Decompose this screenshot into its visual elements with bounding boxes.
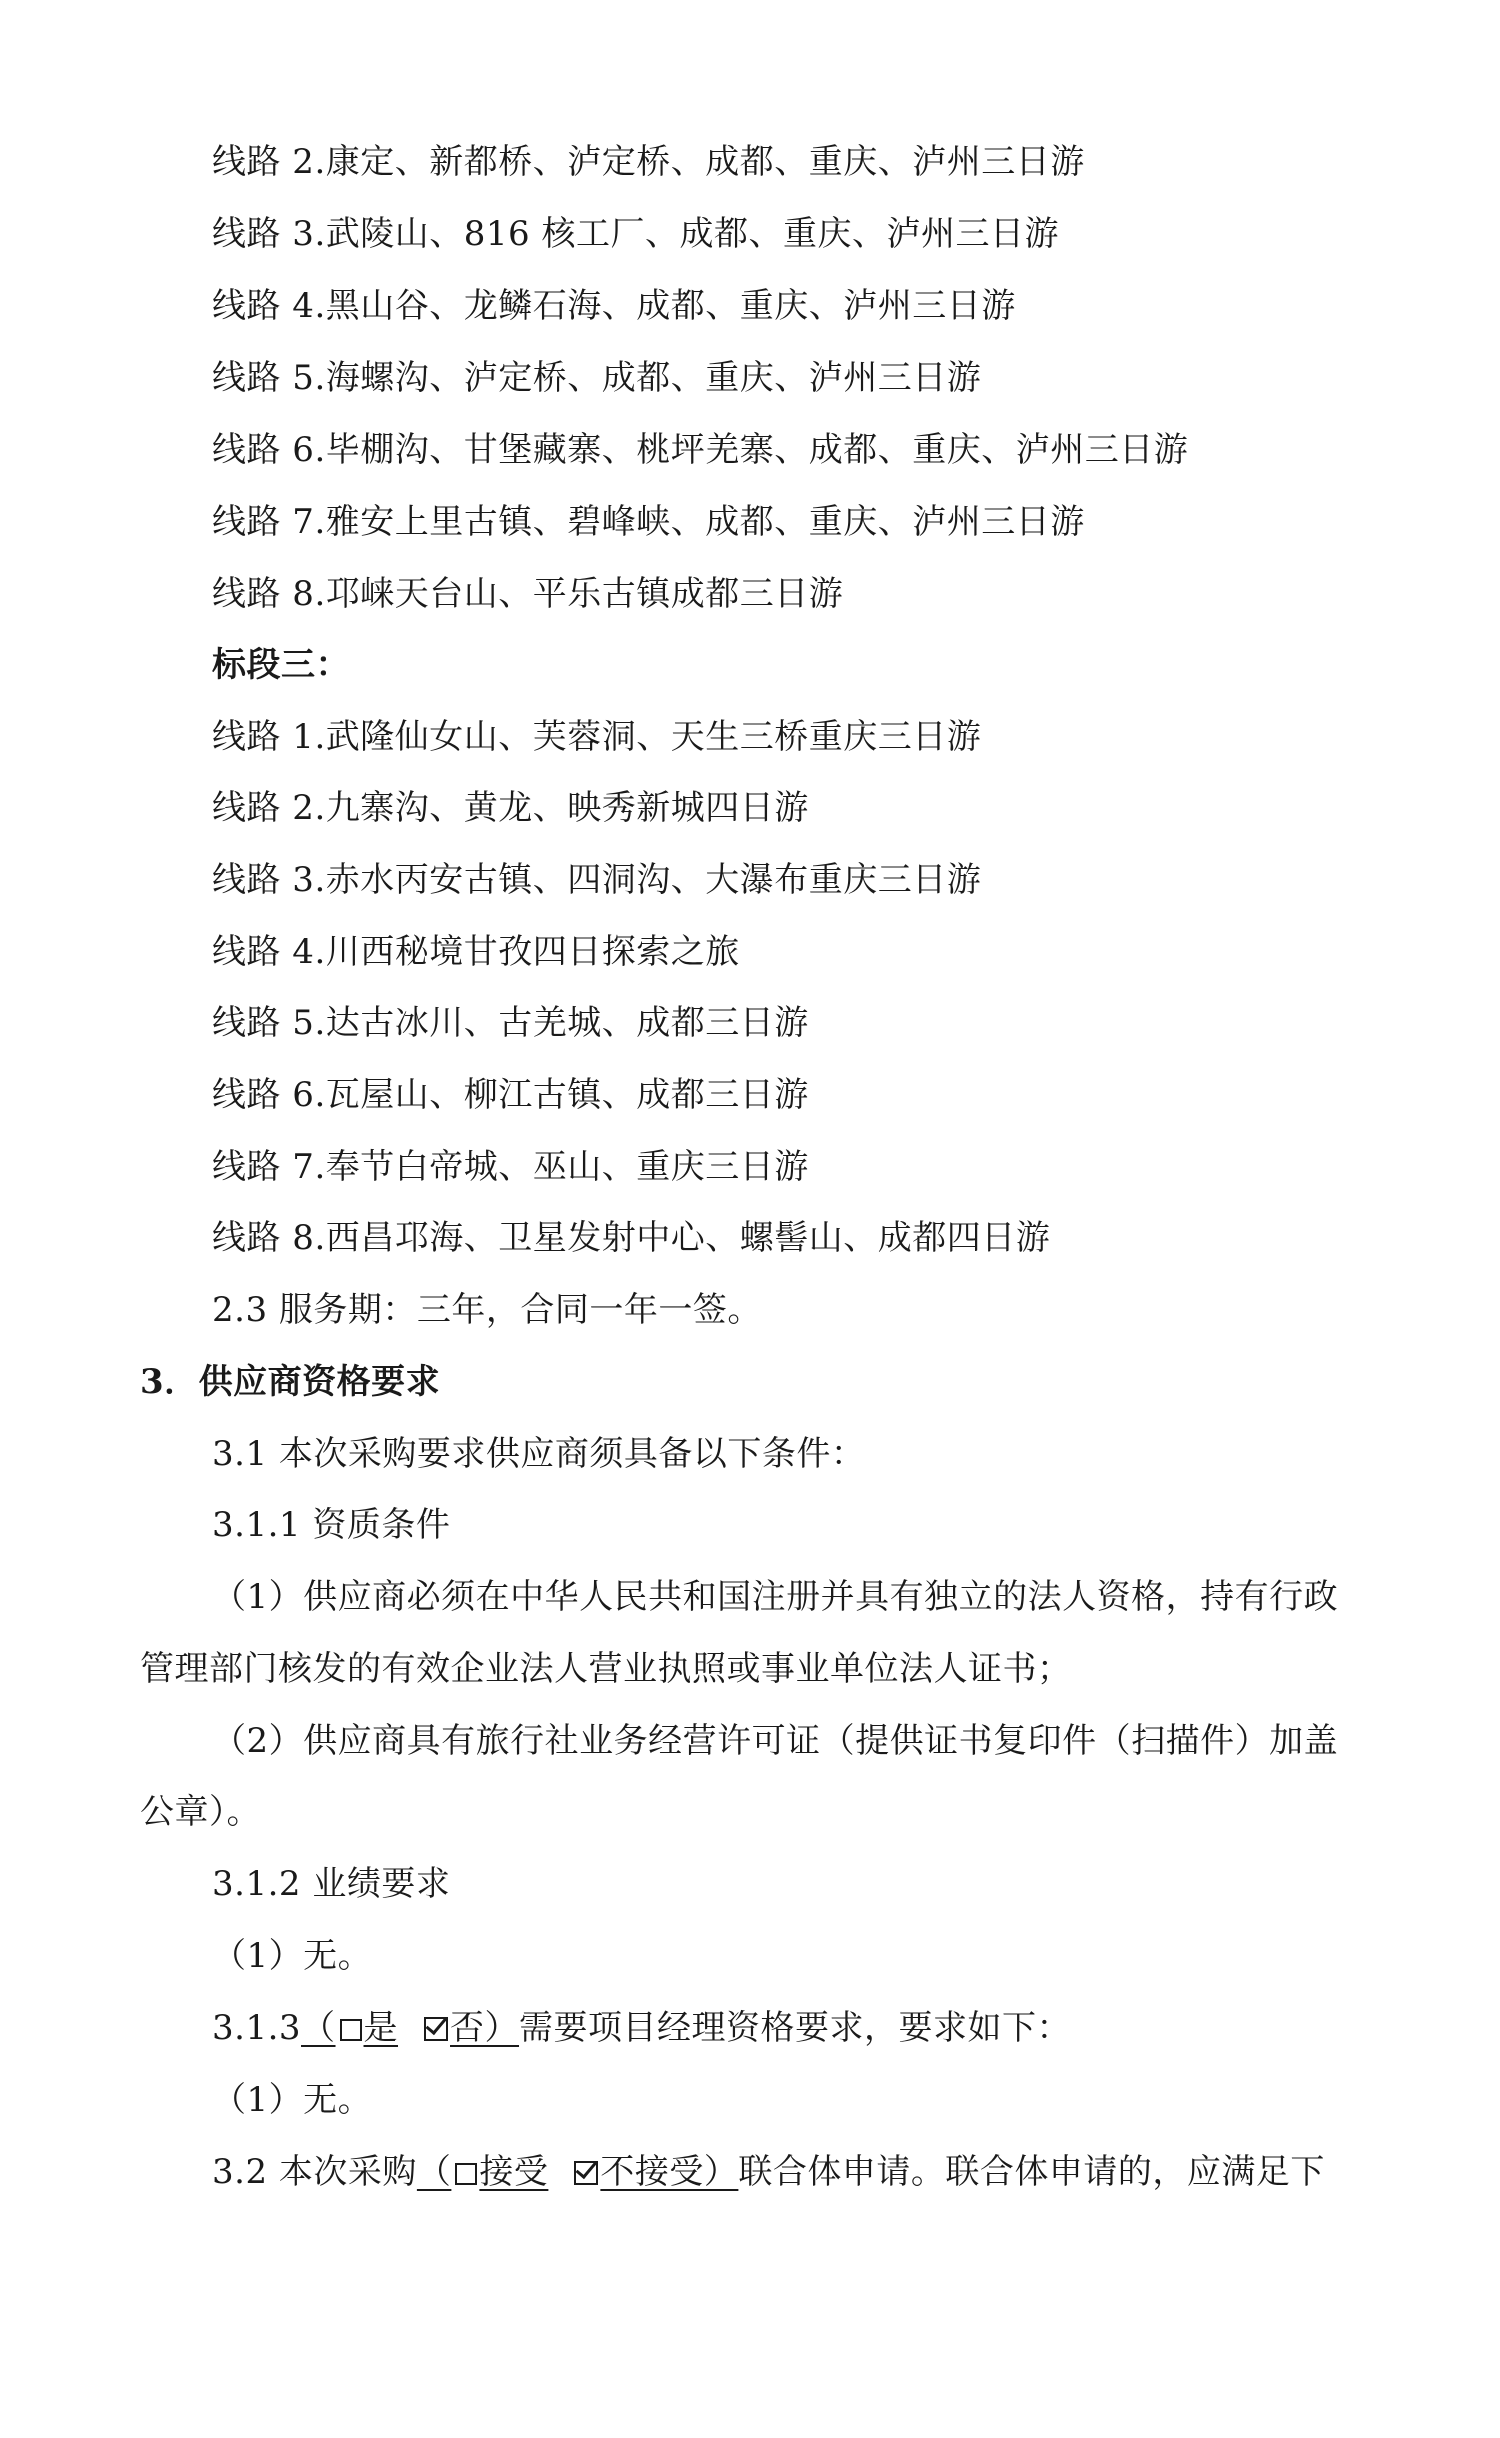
option-accept-label: 接受: [479, 2152, 549, 2192]
clause-number: 3.2 本次采购: [212, 2152, 417, 2192]
paragraph-line: （1）无。: [212, 1936, 373, 1976]
option-yes-label: 是: [363, 2008, 399, 2048]
option-reject-label: 不接受）: [600, 2152, 739, 2192]
route-line: 线路 7.雅安上里古镇、碧峰峡、成都、重庆、泸州三日游: [212, 502, 1085, 542]
option-no-label: 否）: [450, 2008, 520, 2048]
paragraph-line: （2）供应商具有旅行社业务经营许可证（提供证书复印件（扫描件）加盖: [212, 1721, 1339, 1761]
paragraph-line: （1）无。: [212, 2080, 373, 2120]
route-line: 线路 6.毕棚沟、甘堡藏寨、桃坪羌寨、成都、重庆、泸州三日游: [212, 430, 1189, 470]
unchecked-box-icon[interactable]: [340, 2019, 362, 2041]
route-line: 线路 3.赤水丙安古镇、四洞沟、大瀑布重庆三日游: [212, 860, 982, 900]
route-line: 线路 1.武隆仙女山、芙蓉洞、天生三桥重庆三日游: [212, 717, 982, 757]
paragraph-line: 3.1 本次采购要求供应商须具备以下条件：: [212, 1434, 866, 1474]
checked-box-icon[interactable]: [424, 2017, 448, 2041]
route-line: 线路 5.海螺沟、泸定桥、成都、重庆、泸州三日游: [212, 358, 982, 398]
consortium-line: [212, 2150, 1325, 2194]
route-line: 线路 4.黑山谷、龙鳞石海、成都、重庆、泸州三日游: [212, 286, 1016, 326]
route-line: 线路 7.奉节白帝城、巫山、重庆三日游: [212, 1147, 809, 1187]
service-period: 2.3 服务期：三年，合同一年一签。: [212, 1290, 762, 1330]
paragraph-line: 公章）。: [140, 1792, 261, 1832]
clause-number: 3.1.3: [212, 2008, 302, 2048]
clause-text: 需要项目经理资格要求，要求如下：: [519, 2008, 1072, 2048]
consortium-options: （ 接受 不接受）: [416, 2152, 739, 2192]
section-heading: 3．供应商资格要求: [140, 1362, 441, 1402]
pm-requirement-line: [212, 2006, 1071, 2050]
subsection-heading: 3.1.2 业绩要求: [212, 1864, 451, 1904]
route-line: 线路 8.邛崃天台山、平乐古镇成都三日游: [212, 574, 844, 614]
route-line: 线路 4.川西秘境甘孜四日探索之旅: [212, 932, 740, 972]
clause-text: 联合体申请。联合体申请的，应满足下: [738, 2152, 1325, 2192]
unchecked-box-icon[interactable]: [455, 2163, 477, 2185]
paragraph-line: （1）供应商必须在中华人民共和国注册并具有独立的法人资格，持有行政: [212, 1577, 1339, 1617]
route-line: 线路 5.达古冰川、古羌城、成都三日游: [212, 1003, 809, 1043]
checked-box-icon[interactable]: [574, 2161, 598, 2185]
paragraph-line: 管理部门核发的有效企业法人营业执照或事业单位法人证书；: [140, 1649, 1072, 1689]
route-line: 线路 3.武陵山、816 核工厂、成都、重庆、泸州三日游: [212, 214, 1059, 254]
route-line: 线路 8.西昌邛海、卫星发射中心、螺髻山、成都四日游: [212, 1218, 1051, 1258]
route-line: 线路 2.康定、新都桥、泸定桥、成都、重庆、泸州三日游: [212, 142, 1085, 182]
subsection-heading: 3.1.1 资质条件: [212, 1505, 451, 1545]
section-heading: 标段三：: [212, 645, 350, 685]
route-line: 线路 6.瓦屋山、柳江古镇、成都三日游: [212, 1075, 809, 1115]
route-line: 线路 2.九寨沟、黄龙、映秀新城四日游: [212, 788, 809, 828]
pm-requirement-options: （ 是 否）: [301, 2008, 520, 2048]
